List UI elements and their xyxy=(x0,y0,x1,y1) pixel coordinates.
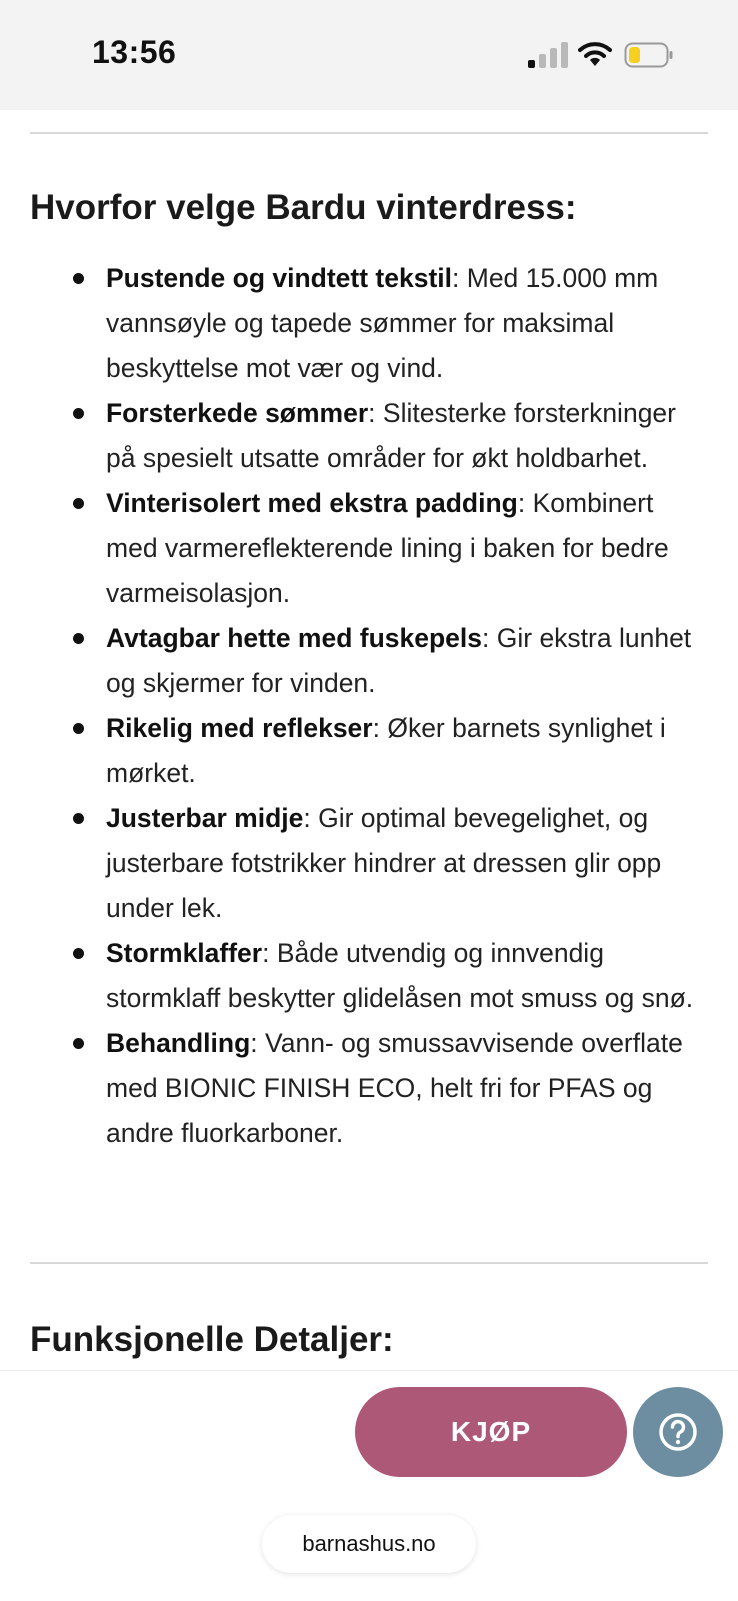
feature-item xyxy=(0,1021,738,1156)
status-bar xyxy=(0,0,738,110)
buy-button[interactable]: KJØP xyxy=(355,1387,627,1477)
feature-text: : Gir optimal bevegelighet, og justerbare fotstrikker hindrer at dressen glir opp under lek. xyxy=(106,803,662,923)
feature-title: Justerbar midje xyxy=(106,803,304,833)
feature-item xyxy=(0,256,738,391)
bullet-icon xyxy=(73,1038,84,1049)
browser-url-bar[interactable]: barnashus.no xyxy=(262,1515,476,1573)
wifi-icon xyxy=(578,40,612,68)
next-section-heading: Funksjonelle Detaljer: xyxy=(30,1320,394,1359)
feature-list xyxy=(0,256,738,1156)
feature-item xyxy=(0,481,738,616)
bullet-icon xyxy=(73,813,84,824)
battery-icon xyxy=(624,42,674,68)
feature-title: Vinterisolert med ekstra padding xyxy=(106,488,518,518)
bullet-icon xyxy=(73,273,84,284)
feature-title: Rikelig med reflekser xyxy=(106,713,373,743)
feature-text: : Øker barnets synlighet i mørket. xyxy=(106,713,666,788)
help-button[interactable] xyxy=(633,1387,723,1477)
status-time: 13:56 xyxy=(92,34,177,70)
feature-text: : Med 15.000 mm vannsøyle og tapede sømmer for maksimal beskyttelse mot vær og vind. xyxy=(106,263,659,383)
bullet-icon xyxy=(73,498,84,509)
bottom-action-bar xyxy=(0,1370,738,1601)
feature-item xyxy=(0,391,738,481)
feature-text: : Kombinert med varmereflekterende lining i baken for bedre varmeisolasjon. xyxy=(106,488,669,608)
feature-title: Behandling xyxy=(106,1028,251,1058)
bullet-icon xyxy=(73,633,84,644)
section-divider xyxy=(30,1262,708,1264)
feature-title: Avtagbar hette med fuskepels xyxy=(106,623,483,653)
feature-title: Stormklaffer xyxy=(106,938,263,968)
bullet-icon xyxy=(73,723,84,734)
feature-title: Pustende og vindtett tekstil xyxy=(106,263,453,293)
bullet-icon xyxy=(73,948,84,959)
bullet-icon xyxy=(73,408,84,419)
feature-title: Forsterkede sømmer xyxy=(106,398,369,428)
feature-item xyxy=(0,616,738,706)
help-question-icon xyxy=(633,1387,723,1477)
product-description xyxy=(0,110,738,1370)
feature-item xyxy=(0,796,738,931)
feature-text: : Vann- og smussavvisende overflate med BIONIC FINISH ECO, helt fri for PFAS og andre fluorkarboner. xyxy=(106,1028,683,1148)
feature-item xyxy=(0,931,738,1021)
feature-text: : Gir ekstra lunhet og skjermer for vinden. xyxy=(106,623,692,698)
section-divider xyxy=(30,132,708,134)
cellular-signal-icon xyxy=(528,42,568,68)
feature-item xyxy=(0,706,738,796)
feature-text: : Både utvendig og innvendig stormklaff beskytter glidelåsen mot smuss og snø. xyxy=(106,938,694,1013)
feature-text: : Slitesterke forsterkninger på spesielt utsatte områder for økt holdbarhet. xyxy=(106,398,676,473)
section-heading: Hvorfor velge Bardu vinterdress: xyxy=(30,188,577,227)
